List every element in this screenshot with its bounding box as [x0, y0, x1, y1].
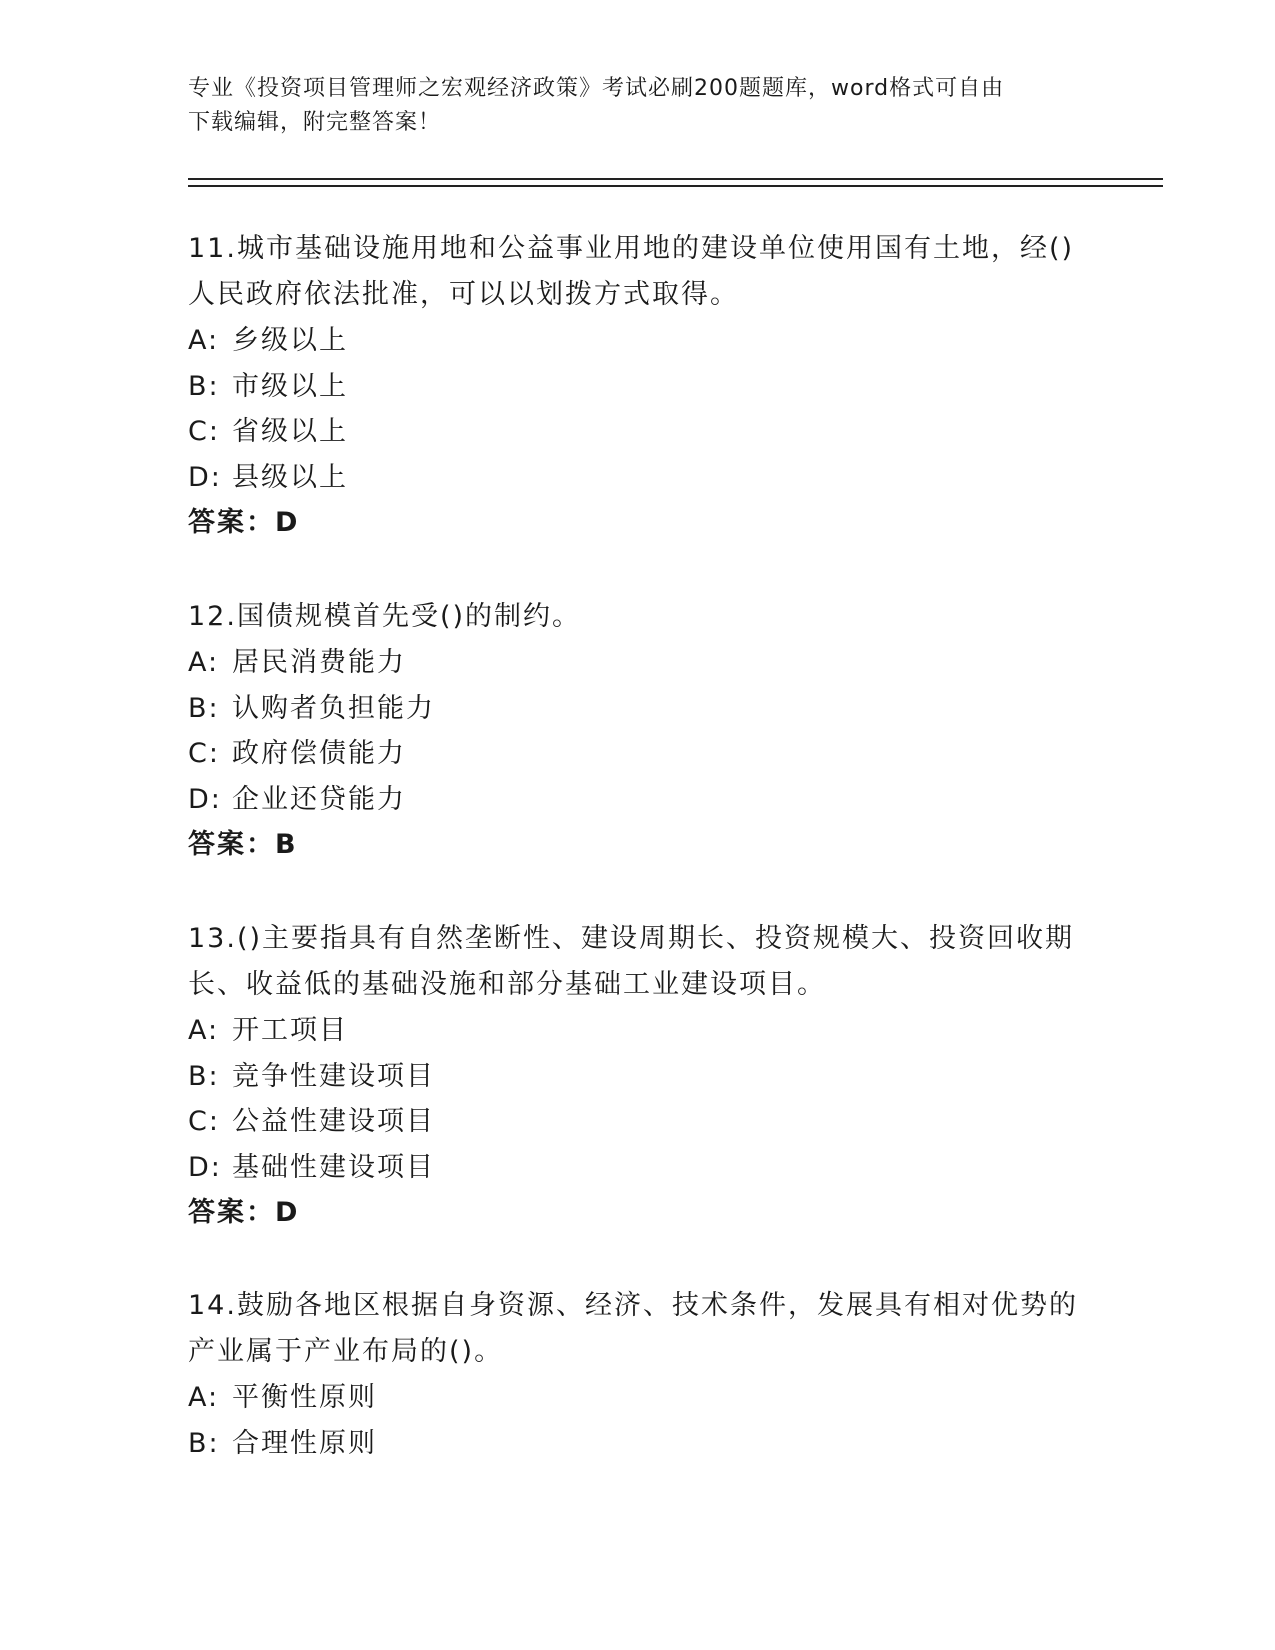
option-c: C: 省级以上 [188, 416, 348, 447]
option-b: B: 认购者负担能力 [188, 692, 435, 724]
header-line-1: 专业《投资项目管理师之宏观经济政策》考试必刷200题题库，word格式可自由 [188, 76, 1005, 101]
question-stem-line: 12.国债规模首先受()的制约。 [188, 601, 582, 632]
header-divider-top [188, 178, 1163, 180]
option-b: B: 合理性原则 [188, 1427, 377, 1459]
option-d: D: 县级以上 [188, 461, 348, 493]
option-a: A: 平衡性原则 [188, 1382, 377, 1413]
question-stem-line: 11.城市基础设施用地和公益事业用地的建设单位使用国有土地，经() [188, 233, 1075, 264]
header-divider-bottom [188, 185, 1163, 187]
question-11 [188, 226, 1088, 546]
question-stem-line: 产业属于产业布局的()。 [188, 1336, 504, 1367]
question-13 [188, 916, 1088, 1236]
option-a: A: 乡级以上 [188, 325, 348, 356]
document-header [188, 72, 1088, 140]
question-stem-line: 13.()主要指具有自然垄断性、建设周期长、投资规模大、投资回收期 [188, 923, 1075, 954]
option-a: A: 开工项目 [188, 1015, 348, 1046]
question-stem-line: 长、收益低的基础没施和部分基础工业建设项目。 [188, 969, 826, 1000]
header-line-2: 下载编辑，附完整答案！ [188, 110, 442, 135]
option-d: D: 基础性建设项目 [188, 1151, 435, 1183]
option-b: B: 竞争性建设项目 [188, 1060, 435, 1092]
answer-line: 答案：B [188, 829, 298, 860]
answer-line: 答案：D [188, 1197, 300, 1228]
question-stem-line: 人民政府依法批准，可以以划拨方式取得。 [188, 279, 739, 310]
question-14 [188, 1283, 1088, 1466]
answer-line: 答案：D [188, 507, 300, 538]
option-a: A: 居民消费能力 [188, 647, 406, 678]
option-c: C: 公益性建设项目 [188, 1106, 435, 1137]
option-c: C: 政府偿债能力 [188, 738, 406, 769]
option-d: D: 企业还贷能力 [188, 783, 406, 815]
option-b: B: 市级以上 [188, 370, 348, 402]
question-12 [188, 594, 1088, 868]
question-stem-line: 14.鼓励各地区根据自身资源、经济、技术条件，发展具有相对优势的 [188, 1290, 1078, 1321]
